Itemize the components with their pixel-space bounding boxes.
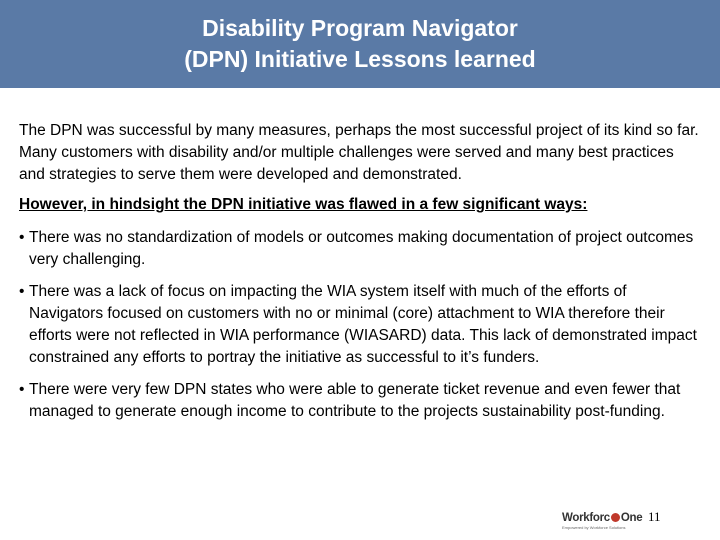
intro-paragraph: The DPN was successful by many measures, perhaps the most successful project of its kind so far. Many customers with disability and/or multiple challenges were served and many best practices and strategies to serve them were developed and demonstrated. xyxy=(19,122,699,183)
logo-tagline: Empowered by Workforce Solutions xyxy=(562,525,626,530)
bullet-text: There were very few DPN states who were able to generate ticket revenue and even fewer that managed to generate enough income to contribute to the projects sustainability post-funding. xyxy=(29,381,681,420)
bullet-item xyxy=(19,227,701,271)
logo-wordmark xyxy=(562,512,643,525)
bullet-item xyxy=(19,281,701,369)
bullet-marker: • xyxy=(19,229,25,246)
logo-text-part-2: One xyxy=(620,512,643,524)
title-bar xyxy=(0,0,720,88)
bullet-text: There was a lack of focus on impacting the WIA system itself with much of the efforts of Navigators focused on customers with no or minimal (core) attachment to WIA therefore their efforts were not reflected in WIA performance (WIASARD) data. This lack of demonstrated impact constrained any efforts to portray the initiative as successful to it’s funders. xyxy=(29,283,697,366)
logo-circle-icon xyxy=(611,513,620,522)
bullet-marker: • xyxy=(19,283,25,300)
slide-body xyxy=(19,120,701,433)
workforce-one-logo xyxy=(562,512,643,534)
slide-title-line-2: (DPN) Initiative Lessons learned xyxy=(184,46,536,72)
bullet-marker: • xyxy=(19,381,25,398)
page-number: 11 xyxy=(648,509,661,524)
bullet-item xyxy=(19,379,701,423)
slide-title-line-1: Disability Program Navigator xyxy=(202,15,518,41)
flaws-heading: However, in hindsight the DPN initiative was flawed in a few significant ways: xyxy=(19,196,588,213)
bullet-text: There was no standardization of models or outcomes making documentation of project outcomes very challenging. xyxy=(29,229,694,268)
logo-text-part-1: Workforc xyxy=(562,512,610,524)
